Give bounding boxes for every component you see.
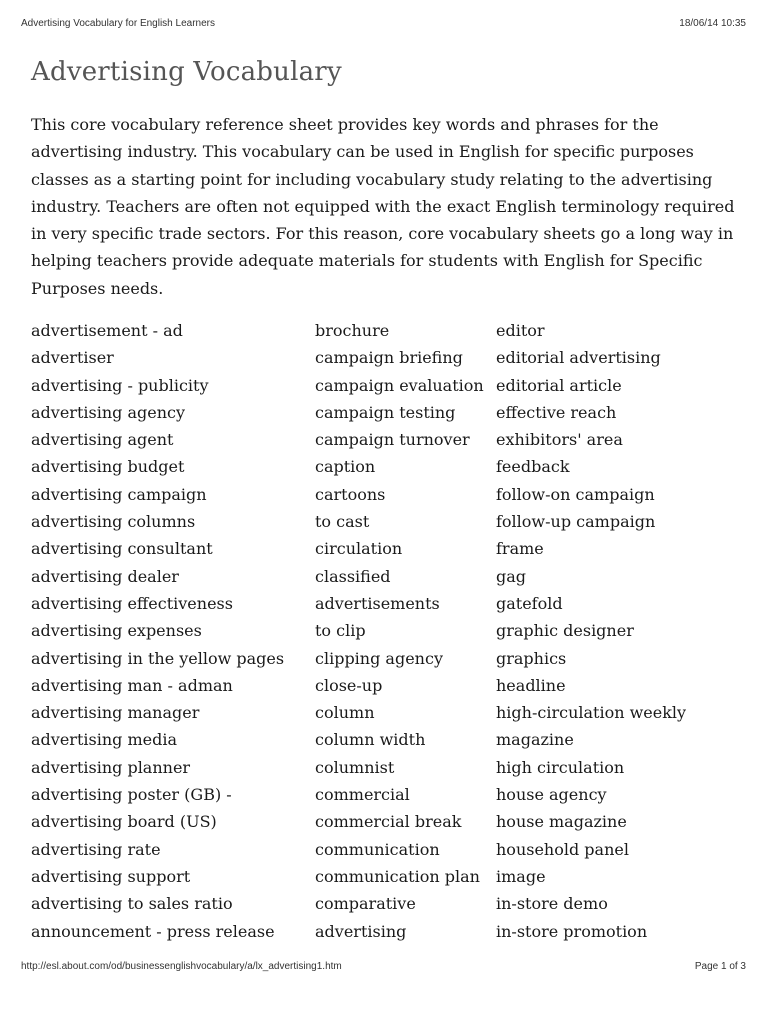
vocab-term: in-store demo — [496, 894, 608, 914]
print-header — [21, 18, 746, 29]
vocab-term: advertising - publicity — [31, 375, 209, 395]
vocab-term: advertising manager — [31, 703, 200, 723]
vocab-term: close-up — [315, 675, 383, 695]
vocab-term: to clip — [315, 621, 366, 641]
vocab-term: advertiser — [31, 348, 114, 368]
vocab-term: editor — [496, 321, 545, 340]
vocab-term: image — [496, 866, 546, 886]
vocab-term: clipping agency — [315, 648, 443, 668]
print-footer — [21, 961, 746, 972]
vocab-column-1 — [31, 317, 284, 945]
vocab-term: headline — [496, 675, 566, 695]
vocab-term: household panel — [496, 839, 629, 859]
vocab-term: advertising agency — [31, 402, 185, 422]
vocab-term: follow-on campaign — [496, 484, 655, 504]
vocab-term: high-circulation weekly — [496, 703, 687, 723]
vocab-term: to cast — [315, 512, 370, 532]
vocab-term: commercial — [315, 785, 410, 805]
vocab-term: gag — [496, 566, 527, 586]
vocab-term: advertising budget — [31, 457, 185, 477]
vocab-term: advertising poster (GB) - — [31, 785, 232, 805]
vocab-term: communication — [315, 839, 440, 859]
vocab-term: advertising agent — [31, 430, 174, 450]
vocab-term: advertising man - adman — [31, 675, 233, 695]
vocab-term: classified — [315, 566, 391, 586]
vocab-term: campaign briefing — [315, 348, 463, 368]
vocab-term: columnist — [315, 757, 395, 777]
vocab-term: communication plan — [315, 866, 480, 886]
vocab-term: gatefold — [496, 593, 563, 613]
vocab-term: advertisement - ad — [31, 321, 183, 340]
vocab-term: magazine — [496, 730, 574, 750]
vocab-term: advertising media — [31, 730, 177, 750]
vocab-term: house magazine — [496, 812, 627, 832]
vocab-term: announcement - press release — [31, 921, 275, 941]
vocab-term: campaign turnover — [315, 430, 470, 450]
vocab-term: advertising in the yellow pages — [31, 648, 285, 668]
vocab-term: house agency — [496, 785, 607, 805]
vocab-term: advertising consultant — [31, 539, 213, 559]
vocab-term: campaign testing — [315, 402, 456, 422]
source-url: http://esl.about.com/od/businessenglishvocabulary/a/lx_advertising1.htm — [21, 961, 342, 972]
vocab-term: exhibitors' area — [496, 430, 623, 450]
page-number: Page 1 of 3 — [694, 961, 746, 972]
vocab-term: circulation — [315, 539, 403, 559]
vocab-term: advertisements — [315, 593, 440, 613]
vocab-term: campaign evaluation — [315, 375, 484, 395]
vocab-term: in-store promotion — [496, 921, 648, 941]
vocab-term: comparative — [315, 894, 416, 914]
vocab-term: graphic designer — [496, 621, 634, 641]
vocab-term: advertising — [315, 921, 407, 941]
vocab-column-3 — [496, 317, 686, 945]
vocab-term: follow-up campaign — [496, 512, 656, 532]
vocab-term: advertising expenses — [31, 621, 202, 641]
vocab-term: effective reach — [496, 402, 617, 422]
vocab-term: brochure — [315, 321, 390, 340]
vocab-term: advertising to sales ratio — [31, 894, 233, 914]
vocab-term: advertising support — [31, 866, 191, 886]
vocab-term: editorial advertising — [496, 348, 661, 368]
print-header-title: Advertising Vocabulary for English Learners — [21, 18, 215, 29]
intro-paragraph: This core vocabulary reference sheet provides key words and phrases for the advertising industry. This vocabulary can be used in English for specific purposes classes as a starting point for including vocabulary study relating to the advertising industry. Teachers are often not equipped with the exact English terminology required in very specific trade sectors. For this reason, core vocabulary sheets go a long way in helping teachers provide adequate materials for students with English for Specific Purposes needs. — [31, 115, 735, 298]
vocab-term: frame — [496, 539, 544, 559]
vocab-column-2 — [315, 317, 484, 945]
vocab-term: column — [315, 703, 375, 723]
vocab-term: cartoons — [315, 484, 386, 504]
vocab-term: feedback — [496, 457, 570, 477]
vocab-term: graphics — [496, 648, 567, 668]
vocab-term: advertising planner — [31, 757, 191, 777]
vocab-term: advertising effectiveness — [31, 593, 233, 613]
vocab-term: advertising dealer — [31, 566, 179, 586]
vocab-term: editorial article — [496, 375, 622, 395]
print-header-datetime: 18/06/14 10:35 — [679, 18, 746, 29]
vocab-term: advertising campaign — [31, 484, 207, 504]
vocab-term: caption — [315, 457, 376, 477]
page-title: Advertising Vocabulary — [31, 57, 342, 87]
vocab-term: advertising board (US) — [31, 812, 217, 832]
vocab-term: high circulation — [496, 757, 625, 777]
vocab-term: column width — [315, 730, 426, 750]
vocab-term: advertising rate — [31, 839, 161, 859]
vocab-term: commercial break — [315, 812, 462, 832]
vocab-term: advertising columns — [31, 512, 196, 532]
